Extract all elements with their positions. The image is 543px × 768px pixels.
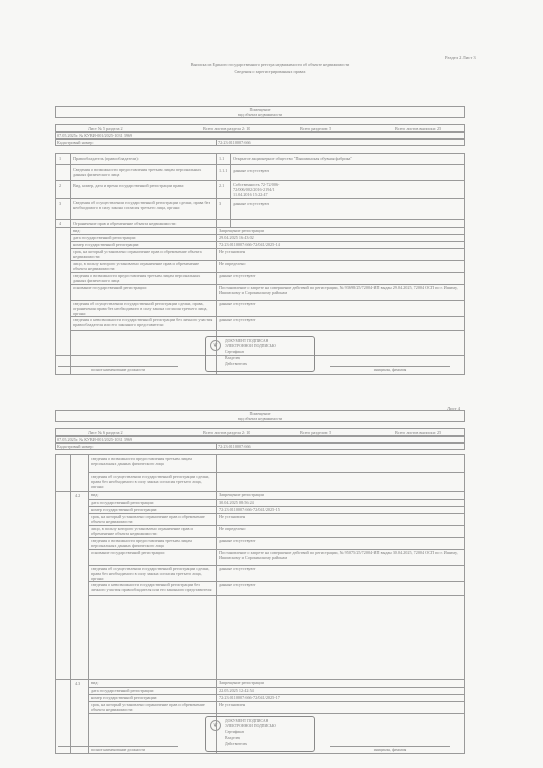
cadastral-row-2 — [55, 443, 465, 450]
stamp-line-1: ДОКУМЕНТ ПОДПИСАН — [225, 339, 269, 343]
encumbrance-value: Запрещение регистрации — [219, 680, 264, 685]
row-5-label: Ограничение прав и обременение объекта недвижимости: — [73, 221, 177, 226]
top-row-2-label: сведения об осуществлении государственной регистрации сделки, права без необходимого в силу закона согласия третьего лица, органа: — [91, 474, 210, 488]
top-row-1-label: сведения о возможности предоставления третьим лицам персональных данных физического лица — [91, 456, 192, 466]
encumbrance-label: номер государственной регистрации: — [91, 507, 158, 512]
encumbrance-label: дата государственной регистрации: — [91, 688, 155, 693]
header-line-1: Выписка из Единого государственного реестра недвижимости об объекте недвижимости — [190, 62, 350, 67]
encumbrance-label: сведения об осуществлении государственной регистрации сделки, права без необходимого в силу закона согласия третьего лица, органа: — [91, 566, 210, 581]
encumbrance-value: 72:23:0110007:666-72/041/2025-15 — [219, 507, 280, 512]
encumbrance-label: основание государственной регистрации: — [73, 285, 147, 290]
object-type-caption: вид объекта недвижимости — [237, 113, 283, 117]
sub-4-2: 4.2 — [75, 493, 81, 498]
row-3-num: 2 — [59, 183, 62, 188]
emblem-icon-2: ❦ — [210, 720, 221, 731]
extract-date-number-2: 07.05.2025г. № КУВИ-001/2025-1031 3969 — [57, 437, 133, 442]
stamp2-line-2: ЭЛЕКТРОННОЙ ПОДПИСЬЮ — [225, 724, 276, 728]
object-type-2: Помещение — [249, 411, 271, 416]
encumbrance-label: сведения о невозможности государственной регистрации без личного участия правообладателя или его законного представителя: — [91, 582, 213, 592]
object-type-caption-2: вид объекта недвижимости — [237, 417, 283, 421]
encumbrance-value: Запрещение регистрации — [219, 492, 264, 497]
row-5-num: 4 — [59, 221, 62, 226]
footer-position-caption: полное наименование должности — [91, 368, 145, 372]
stamp2-line-4: Владелец — [225, 736, 241, 740]
header-line-2: Сведения о зарегистрированных правах — [234, 69, 306, 74]
cadastral-label-2: Кадастровый номер: — [57, 444, 94, 449]
cadastral-number: 72:23:0110007:666 — [218, 140, 251, 145]
emblem-icon: ❦ — [210, 340, 221, 351]
encumbrance-value: Запрещение регистрации — [219, 228, 264, 233]
footer-name-caption-2: инициалы, фамилия — [373, 748, 407, 752]
encumbrance-label: сведения о возможности предоставления третьим лицам персональных данных физического лица — [73, 273, 201, 283]
encumbrance-label: номер государственной регистрации: — [91, 695, 158, 700]
stamp-line-2: ЭЛЕКТРОННОЙ ПОДПИСЬЮ — [225, 344, 276, 348]
cadastral-row — [55, 139, 465, 146]
stamp2-line-3: Сертификат — [225, 730, 245, 734]
encumbrance-value: Постановление о запрете на совершение действий по регистрации, № 93698/25/72004-ИП выдан 29.04.2025, 72004 ОСП по г. Ишиму, Ишимскому и Сорокинскому районам — [219, 285, 458, 295]
stamp-line-4: Владелец — [225, 356, 241, 360]
encumbrance-label: сведения об осуществлении государственной регистрации сделки, права, ограничения права без необходимого в силу закона согласия третьего лица, органа: — [73, 301, 208, 316]
stamp2-line-1: ДОКУМЕНТ ПОДПИСАН — [225, 719, 269, 723]
encumbrance-value: Постановление о запрете на совершение действий по регистрации, № 95075/25/72004-ИП выдан 30.04.2025, 72004 ОСП по г. Ишиму, Ишимскому и Сорокинскому районам — [219, 550, 458, 560]
encumbrance-value: данные отсутствуют — [219, 273, 256, 278]
encumbrance-value: Не определено — [219, 261, 246, 266]
row-1-value: Открытое акционерное общество "Пышминская обувная фабрика" — [233, 156, 353, 161]
stamp2-line-5: Действителен — [225, 742, 248, 746]
row-4-num: 3 — [59, 201, 62, 206]
row-3-value: Собственность 72-72/006-72/006/002/2016-2194/1 11.04.2016 15:22:47 — [233, 182, 280, 197]
encumbrance-value: данные отсутствуют — [219, 301, 256, 306]
encumbrance-label: основание государственной регистрации: — [91, 550, 165, 555]
row-1-label: Правообладатель (правообладатели): — [73, 156, 139, 161]
row-1-sub: 1.1 — [219, 156, 225, 161]
page-2 — [0, 388, 543, 768]
row-2-label: Сведения о возможности предоставления третьим лицам персональных данных физического лица — [73, 167, 202, 177]
row-2-sub: 1.1.1 — [219, 168, 228, 173]
meta-total-sheets: Всего листов раздела 2: 10 — [203, 126, 251, 131]
encumbrance-value: 72:23:0110007:666-72/041/2025-14 — [219, 242, 280, 247]
sub-4-3: 4.3 — [75, 681, 81, 686]
encumbrance-label: вид: — [91, 492, 99, 497]
encumbrance-value: данные отсутствуют — [219, 317, 256, 322]
row-4-value: данные отсутствуют — [233, 201, 270, 206]
object-type: Помещение — [249, 107, 271, 112]
row-4-label: Сведения об осуществлении государственной регистрации сделки, права без необходимого в силу закона согласия третьего лица, органа: — [73, 200, 211, 210]
encumbrance-label: вид: — [73, 228, 81, 233]
footer-position-caption-2: полное наименование должности — [91, 748, 145, 752]
row-3-sub: 2.1 — [219, 183, 225, 188]
meta-total-sections: Всего разделов: 5 — [300, 126, 332, 131]
encumbrance-value: Не установлен — [219, 702, 246, 707]
cadastral-label: Кадастровый номер: — [57, 140, 94, 145]
encumbrance-value: Не установлен — [219, 514, 246, 519]
sheet-number-2: Лист 4 — [447, 406, 461, 411]
encumbrance-label: вид: — [91, 680, 99, 685]
encumbrance-value: Не определено — [219, 526, 246, 531]
stamp-line-5: Действителен — [225, 362, 248, 366]
row-1-num: 1 — [59, 156, 62, 161]
encumbrance-label: срок, на который установлено ограничение прав и обременение объекта недвижимости: — [91, 702, 205, 712]
cadastral-number-2: 72:23:0110007:666 — [218, 444, 251, 449]
encumbrance-value: данные отсутствуют — [219, 538, 256, 543]
footer-name-caption: инициалы, фамилия — [373, 368, 407, 372]
meta-total-doc: Всего листов выписки: 25 — [395, 126, 442, 131]
row-2-value: данные отсутствуют — [233, 168, 270, 173]
encumbrance-label: срок, на который установлено ограничение прав и обременение объекта недвижимости: — [91, 514, 205, 524]
meta-sheet-2: Лист № 6 раздела 2 — [88, 430, 123, 435]
encumbrance-label: номер государственной регистрации: — [73, 242, 140, 247]
encumbrance-value: 30.04.2025 08:56:24 — [219, 500, 254, 505]
encumbrance-value: данные отсутствуют — [219, 582, 256, 587]
encumbrance-value: 29.04.2025 16:43:02 — [219, 235, 254, 240]
encumbrance-label: сведения о возможности предоставления третьим лицам персональных данных физического лица — [91, 538, 192, 548]
row-4-sub: 3 — [219, 201, 222, 206]
stamp-line-3: Сертификат — [225, 350, 245, 354]
meta-total-sheets-2: Всего листов раздела 2: 10 — [203, 430, 251, 435]
encumbrance-label: сведения о невозможности государственной регистрации без личного участия правообладателя или его законного представителя: — [73, 317, 213, 327]
encumbrance-label: дата государственной регистрации: — [91, 500, 155, 505]
sheet-number: Раздел 2 Лист 3 — [445, 55, 476, 60]
extract-date-number: 07.05.2025г. № КУВИ-001/2025-1031 3969 — [57, 133, 133, 138]
encumbrance-label: дата государственной регистрации: — [73, 235, 137, 240]
encumbrance-label: срок, на который установлено ограничение прав и обременение объекта недвижимости: — [73, 249, 202, 259]
row-3-label: Вид, номер, дата и время государственной регистрации права: — [73, 183, 185, 188]
meta-total-doc-2: Всего листов выписки: 25 — [395, 430, 442, 435]
encumbrance-label: лицо, в пользу которого установлено ограничение прав и обременение объекта недвижимости: — [91, 526, 193, 536]
meta-total-sections-2: Всего разделов: 5 — [300, 430, 332, 435]
encumbrance-label: лицо, в пользу которого установлено ограничение прав и обременение объекта недвижимости: — [73, 261, 199, 271]
encumbrance-value: 22.05.2025 12:42:54 — [219, 688, 254, 693]
encumbrance-value: 72:23:0110007:666-72/041/2025-17 — [219, 695, 280, 700]
encumbrance-value: Не установлен — [219, 249, 246, 254]
meta-sheet: Лист № 5 раздела 2 — [88, 126, 123, 131]
encumbrance-value: данные отсутствуют — [219, 566, 256, 571]
